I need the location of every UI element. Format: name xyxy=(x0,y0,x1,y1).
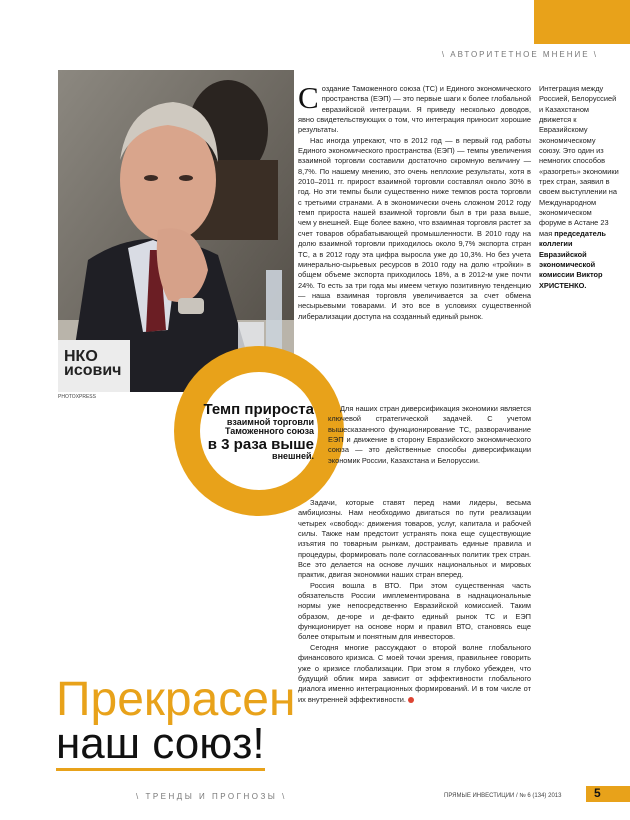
drop-cap: С xyxy=(298,80,319,115)
photo-credit: PHOTOXPRESS xyxy=(58,394,96,400)
headline-line2-wrap xyxy=(56,719,295,768)
article-paragraph-6 xyxy=(298,643,531,705)
article-paragraph-6-text: Сегодня многие рассуждают о второй волне глобального финансового кризиса. С моей точки зрения, правильнее говорить уже о кризисе глобализации. При этом я глубоко убежден, что будущий облик мира зависит от эффективности глобального диалога именно интеграционных формирований. И в том числе от их внутренней эффективности. xyxy=(298,642,531,704)
sidebar-intro-text: Интеграция между Россией, Белоруссией и Казахстаном движется к Евразийскому экономическому союзу. Это один из немногих способов «разогреть» экономики трех стран, заявил в своем выступлении на Международном экономическом форуме в Астане 23 мая xyxy=(539,84,619,238)
nameplate-text: НКО исович xyxy=(64,348,122,379)
sidebar-intro xyxy=(539,84,619,291)
pull-quote-line1: Темп прироста xyxy=(203,401,314,418)
section-label: \ АВТОРИТЕТНОЕ МНЕНИЕ \ xyxy=(441,50,598,59)
headline-line2: наш союз! xyxy=(56,719,265,771)
portrait-photo xyxy=(58,70,294,392)
pull-quote-line2: взаимной торговли xyxy=(226,416,314,427)
end-mark-icon xyxy=(408,697,414,703)
article-column-bottom xyxy=(298,498,531,705)
article-paragraph-2: Нас иногда упрекают, что в 2012 год — в первый год работы Единого экономического пространства (ЕЭП) — темпы увеличения взаимной торговли составили достаточно скромную величину — 8,7%. По нашему мнению, это очень неплохие результаты, хотя в 2010–2011 гг. прирост взаимной торговли составлял около 30% в год. Но эти темпы были существенно ниже темпов роста торговли с третьими странами. А в экономически очень сложном 2012 году темп прироста нашей взаимной торговли был в три раза выше, чем у внешней. Еще более важно, что взаимная торговля растет за счет товаров обрабатывающей промышленности. В 2010 году на долю взаимной торговли приходилось около 9,7% экспорта стран ТС, а в 2012 году эта цифра выросла уже до 10,3%. Но без учета минерально-сырьевых ресурсов в 2010 году на долю «тройки» в общем объеме экспорта приходилось 18%, а в 2012-м уже почти 24%. То есть за три года мы имеем четкую позитивную тенденцию — наша взаимная торговля увеличивается за счет обмена несырьевыми товарами. И это все в условиях существенной либерализации доступа на созданный единый рынок. xyxy=(298,135,531,321)
article-paragraph-3: Для наших стран диверсификация экономики является ключевой стратегической задачей. С учетом вышесказанного функционирование ТС, разворачивание ЕЭП и движение в сторону Евразийского экономического союза — это действенные способы диверсификации экономик России, Казахстана и Белоруссии. xyxy=(328,404,531,465)
pull-quote xyxy=(190,402,314,462)
portrait-illustration xyxy=(58,70,294,392)
sidebar-author-title: председатель коллегии Евразийской экономической комиссии xyxy=(539,228,606,280)
sidebar-author-name: Виктор ХРИСТЕНКО. xyxy=(539,270,603,290)
article-paragraph-4: Задачи, которые ставят перед нами лидеры, весьма амбициозны. Нам необходимо двигаться по пути реализации четырех «свобод»: движения товаров, услуг, капитала и рабочей силы. Также нам предстоит устранять пока еще существующие изъятия по товарным рынкам, достраивать единые правила и процедуры, формировать поле согласованных политик трех стран. Все это делается на основе лучших национальных и мировых практик, двигая экономики наших стран вперед. xyxy=(298,498,531,580)
article-column-top xyxy=(298,80,531,322)
pull-quote-line3: Таможенного союза xyxy=(224,426,314,437)
pull-quote-line4: в 3 раза выше xyxy=(207,435,314,453)
article-paragraph-5: Россия вошла в ВТО. При этом существенная часть обязательств России имплементирована в наднациональные нормы уже непосредственно Евразийской комиссией. Таким образом, де-юре и де-факто единый рынок ТС и ЕЭП функционирует на основе норм и правил ВТО, становясь еще более открытым и понятным для инвесторов. xyxy=(298,580,531,642)
footer-magazine: ПРЯМЫЕ ИНВЕСТИЦИИ / № 6 (134) 2013 xyxy=(444,793,562,799)
pull-quote-line5: внешней. xyxy=(272,451,314,462)
article-column-wrap xyxy=(328,404,531,466)
headline xyxy=(56,673,296,768)
article-paragraph-1: оздание Таможенного союза (ТС) и Единого экономического пространства (ЕЭП) — это первые шаги к более глобальной евразийской интеграции. Я приведу несколько доводов, явно свидетельствующих о том, что интеграция приносит хорошие результаты. xyxy=(298,84,531,135)
page-number: 5 xyxy=(594,786,601,800)
header-accent-box xyxy=(534,0,630,44)
headline-line1: Прекрасен xyxy=(56,673,296,726)
footer-section-label: \ ТРЕНДЫ И ПРОГНОЗЫ \ xyxy=(136,792,287,801)
page-number-box xyxy=(586,786,630,802)
